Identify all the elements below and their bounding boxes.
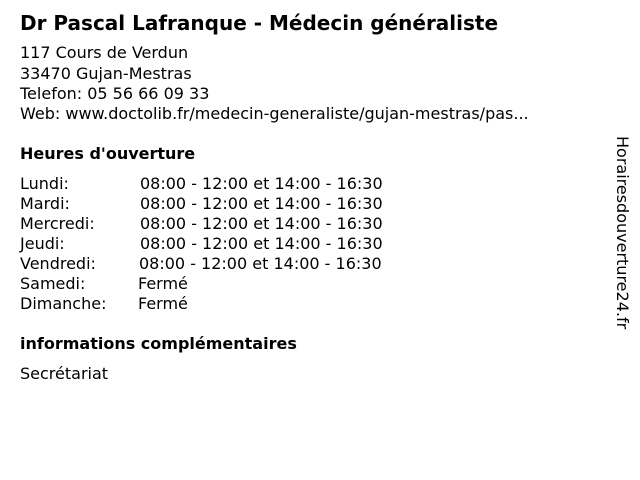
hours-value: Fermé	[138, 274, 188, 293]
website-link[interactable]: Web: www.doctolib.fr/medecin-generaliste/gujan-mestras/pas...	[20, 104, 529, 123]
page-title: Dr Pascal Lafranque - Médecin généraliste	[20, 11, 499, 35]
opening-hours-heading: Heures d'ouverture	[20, 144, 196, 163]
hours-value: 08:00 - 12:00 et 14:00 - 16:30	[139, 254, 382, 273]
hours-row-friday	[20, 254, 440, 274]
hours-row-thursday	[20, 234, 440, 254]
day-label: Mardi:	[20, 194, 70, 213]
day-label: Dimanche:	[20, 294, 107, 313]
day-label: Mercredi:	[20, 214, 95, 233]
additional-info-text: Secrétariat	[20, 364, 109, 383]
hours-value: 08:00 - 12:00 et 14:00 - 16:30	[140, 234, 383, 253]
hours-row-sunday	[20, 294, 440, 314]
day-label: Jeudi:	[20, 234, 65, 253]
day-label: Vendredi:	[20, 254, 96, 273]
hours-row-tuesday	[20, 194, 440, 214]
site-watermark: Horairesdouverture24.fr	[613, 136, 632, 330]
hours-value: 08:00 - 12:00 et 14:00 - 16:30	[140, 214, 383, 233]
hours-value: Fermé	[138, 294, 188, 313]
phone-number: Telefon: 05 56 66 09 33	[20, 84, 210, 103]
hours-value: 08:00 - 12:00 et 14:00 - 16:30	[140, 174, 383, 193]
hours-row-wednesday	[20, 214, 440, 234]
hours-row-saturday	[20, 274, 440, 294]
additional-info-heading: informations complémentaires	[20, 334, 297, 353]
address-city: 33470 Gujan-Mestras	[20, 64, 192, 83]
day-label: Samedi:	[20, 274, 86, 293]
day-label: Lundi:	[20, 174, 69, 193]
address-street: 117 Cours de Verdun	[20, 43, 189, 62]
hours-value: 08:00 - 12:00 et 14:00 - 16:30	[140, 194, 383, 213]
hours-row-monday	[20, 174, 440, 194]
